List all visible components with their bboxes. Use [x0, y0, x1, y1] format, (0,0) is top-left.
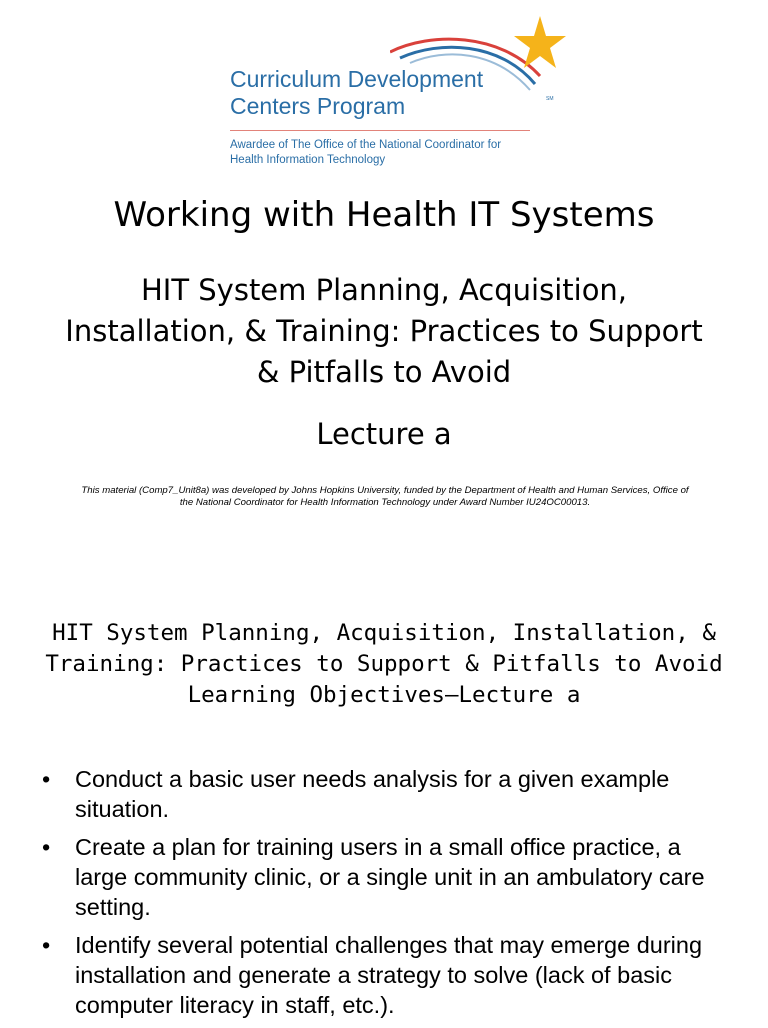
- bullet-icon: •: [42, 834, 51, 860]
- list-item: [42, 930, 732, 1020]
- funding-credit: This material (Comp7_Unit8a) was developed by Johns Hopkins University, funded by the Department of Health and Human Services, Office of the National Coordinator for Health Information Technology under Award Number IU24OC00013.: [81, 485, 689, 508]
- bullet-text: Identify several potential challenges that may emerge during installation and generate a strategy to solve (lack of basic computer literacy in staff, etc.).: [75, 932, 703, 1018]
- objectives-list: [42, 764, 732, 1028]
- objectives-slide: [0, 560, 768, 1024]
- lecture-label: Lecture a: [316, 417, 452, 451]
- slide-subtitle: HIT System Planning, Acquisition, Installation, & Training: Practices to Support & Pitfalls to Avoid: [65, 273, 703, 389]
- objectives-title: HIT System Planning, Acquisition, Installation, & Training: Practices to Support & Pitfalls to Avoid Learning Objectives—Lecture a: [45, 620, 723, 708]
- list-item: [42, 832, 732, 922]
- bullet-icon: •: [42, 932, 51, 958]
- logo-subtitle: Awardee of The Office of the National Coordinator for Health Information Technology: [230, 139, 502, 166]
- service-mark: SM: [546, 96, 554, 102]
- bullet-text: Conduct a basic user needs analysis for a given example situation.: [75, 766, 670, 822]
- program-logo: [230, 14, 570, 174]
- list-item: [42, 764, 732, 824]
- logo-title: Curriculum Development Centers Program: [230, 66, 484, 119]
- bullet-icon: •: [42, 766, 51, 792]
- logo-divider: [230, 130, 530, 131]
- bullet-text: Create a plan for training users in a small office practice, a large community clinic, or a single unit in an ambulatory care setting.: [75, 834, 705, 920]
- slide-title: Working with Health IT Systems: [113, 195, 655, 235]
